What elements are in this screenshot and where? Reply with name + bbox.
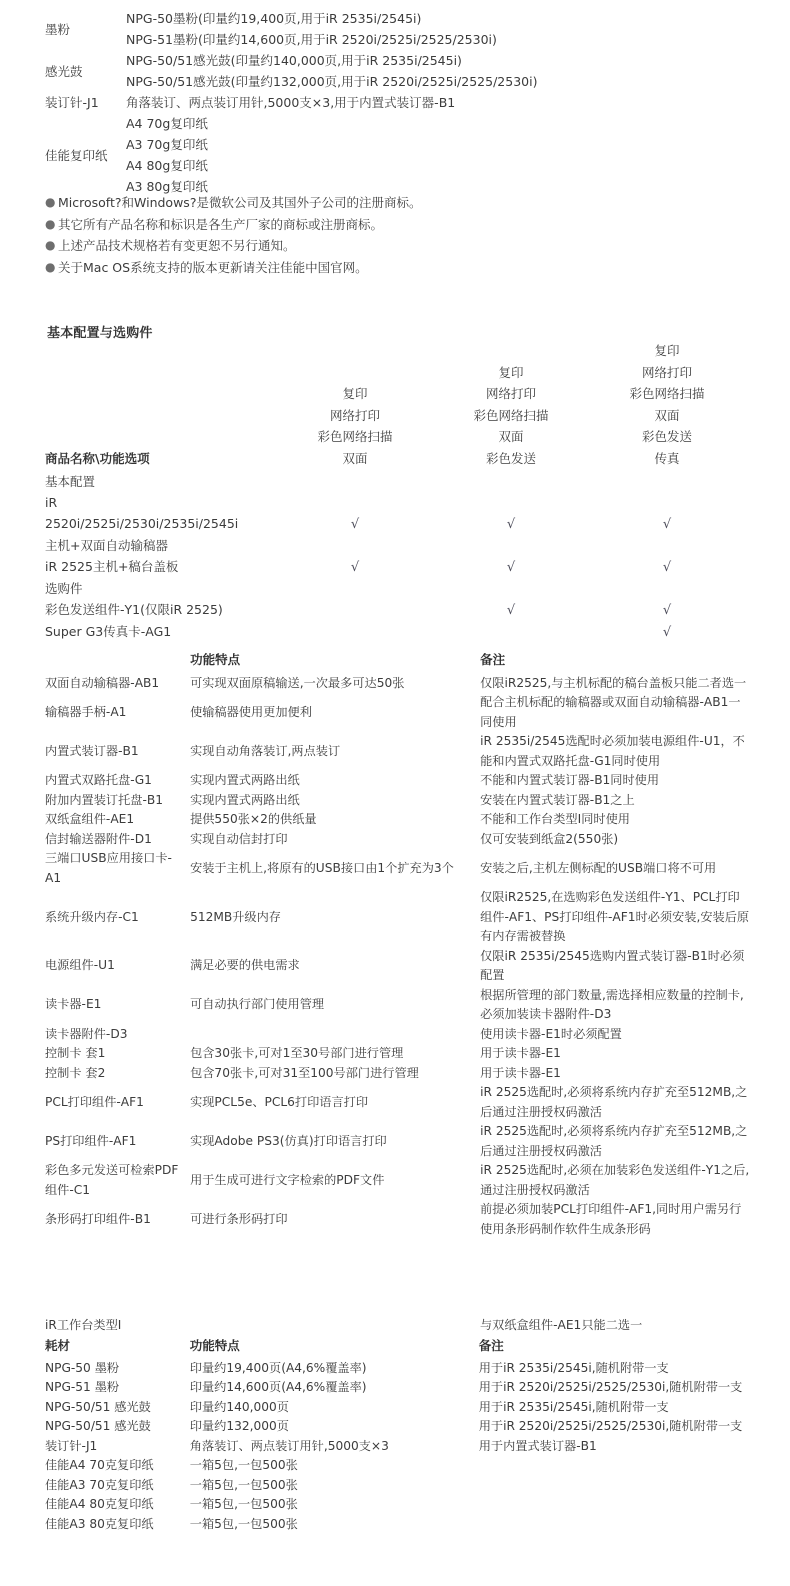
column-header-feature-set-3: [589, 340, 745, 471]
option-feature: 可进行条形码打印: [190, 1211, 288, 1226]
consumable-feature: 印量约14,600页(A4,6%覆盖率): [189, 1380, 367, 1394]
check-icon: √: [506, 517, 516, 532]
table-row: [45, 1025, 750, 1045]
table-row: [45, 134, 745, 155]
table-row: [45, 830, 750, 850]
table-row: [45, 155, 745, 176]
consumable-detail: NPG-51墨粉(印量约14,600页,用于iR 2520i/2525i/2525/2530i): [126, 32, 497, 47]
option-name: 读卡器-E1: [45, 997, 102, 1012]
configuration-matrix-table: [45, 340, 745, 643]
table-header-row: [45, 340, 745, 471]
table-row: [45, 1359, 750, 1379]
option-name: 彩色多元发送可检索PDF组件-C1: [45, 1163, 179, 1197]
column-header-feature: 功能特点: [190, 652, 241, 667]
table-group-row: [45, 471, 745, 492]
column-header-feature-set-2: [433, 340, 589, 471]
column-header-note: 备注: [480, 652, 506, 667]
table-row: [45, 1495, 750, 1515]
column-header-line: 网络打印: [485, 386, 536, 401]
table-row: [45, 1083, 750, 1122]
table-row: [45, 1378, 750, 1398]
page-title: 基本配置与选购件: [47, 326, 153, 341]
table-header-row: [45, 650, 750, 674]
table-row: [45, 50, 745, 71]
option-feature: 实现Adobe PS3(仿真)打印语言打印: [190, 1133, 387, 1148]
consumable-detail: NPG-50/51感光鼓(印量约140,000页,用于iR 2535i/2545i): [126, 53, 462, 68]
option-feature: 包含30张卡,可对1至30号部门进行管理: [190, 1046, 404, 1060]
bullet-icon: ●: [45, 216, 56, 231]
option-name: 电源组件-U1: [45, 958, 115, 973]
group-blank: [277, 471, 433, 492]
option-note: 使用读卡器-E1时必须配置: [480, 1026, 622, 1041]
checkmark-cell: [277, 513, 433, 535]
column-header-line: 彩色发送: [641, 429, 692, 444]
product-name-line: Super G3传真卡-AG1: [45, 624, 172, 639]
option-note: 不能和工作台类型I同时使用: [480, 812, 630, 826]
table-row: [45, 732, 750, 771]
consumable-feature: 印量约19,400页(A4,6%覆盖率): [189, 1360, 367, 1375]
consumable-note: 用于iR 2535i/2545i,随机附带一支: [478, 1399, 669, 1414]
table-row: [45, 29, 745, 50]
table-row: [45, 113, 745, 134]
option-note: iR 2535i/2545选配时必须加装电源组件-U1，不能和内置式双路托盘-G1同时使用: [480, 734, 745, 768]
consumable-name: NPG-50/51 感光鼓: [45, 1419, 151, 1433]
table-row: [45, 92, 745, 113]
consumable-name: NPG-51 墨粉: [45, 1380, 120, 1394]
table-row: [45, 1476, 750, 1496]
check-icon: √: [350, 560, 360, 575]
column-header-line: 复印: [342, 386, 368, 401]
footnote-text: Microsoft?和Windows?是微软公司及其国外子公司的注册商标。: [58, 195, 422, 210]
option-name: 附加内置装订托盘-B1: [45, 792, 164, 807]
column-header-line: 彩色网络扫描: [629, 386, 705, 401]
group-blank: [433, 471, 589, 492]
column-header-line: 彩色网络扫描: [473, 407, 549, 423]
group-title: 基本配置: [45, 474, 96, 489]
consumable-note: 用于iR 2535i/2545i,随机附带一支: [478, 1360, 669, 1375]
table-row: [45, 1064, 750, 1084]
column-header-line: 彩色网络扫描: [317, 429, 393, 444]
options-table: [45, 650, 750, 1239]
option-name: 信封输送器附件-D1: [45, 831, 152, 846]
option-note: iR 2525选配时,必须将系统内存扩充至512MB,之后通过注册授权码激活: [480, 1085, 748, 1119]
consumables-bottom-table: [45, 1336, 750, 1534]
option-feature: 使输稿器使用更加便利: [190, 704, 312, 719]
consumable-name: 佳能A3 80克复印纸: [45, 1516, 154, 1531]
consumable-category-label: 墨粉: [45, 21, 71, 37]
column-header-line: 网络打印: [641, 364, 692, 380]
footnote-item: [45, 257, 745, 279]
empty-cell: [277, 621, 433, 643]
column-header-note: 备注: [478, 1338, 504, 1353]
consumables-top-table: [45, 8, 745, 197]
table-row: [45, 599, 745, 621]
consumable-detail: NPG-50/51感光鼓(印量约132,000页,用于iR 2520i/2525i/2525/2530i): [126, 74, 538, 89]
option-note: iR 2525选配时,必须在加装彩色发送组件-Y1之后,通过注册授权码激活: [480, 1163, 750, 1197]
column-header-line: 双面: [654, 407, 680, 423]
consumable-name: 装订针-J1: [45, 1438, 98, 1453]
option-name: PCL打印组件-AF1: [45, 1094, 144, 1109]
consumable-detail: 角落装订、两点装订用针,5000支×3,用于内置式装订器-B1: [126, 95, 456, 110]
footnote-item: [45, 192, 745, 214]
consumable-detail: A3 70g复印纸: [126, 137, 208, 152]
column-header-line: 双面: [342, 450, 368, 466]
table-row: [45, 492, 745, 513]
table-row: [45, 1437, 750, 1457]
checkmark-cell: [433, 556, 589, 578]
footnote-text: 其它所有产品名称和标识是各生产厂家的商标或注册商标。: [58, 216, 384, 232]
table-row: [45, 888, 750, 947]
check-icon: √: [662, 560, 672, 575]
column-header-line: 复印: [498, 364, 524, 380]
option-name: 控制卡 套2: [45, 1065, 106, 1080]
option-name: 内置式双路托盘-G1: [45, 773, 152, 787]
consumable-note: 用于iR 2520i/2525i/2525/2530i,随机附带一支: [478, 1380, 743, 1394]
product-name-line: 彩色发送组件-Y1(仅限iR 2525): [45, 602, 223, 617]
check-icon: √: [506, 603, 516, 618]
table-row: [45, 791, 750, 811]
product-name-line: iR: [45, 495, 58, 510]
option-feature: 可实现双面原稿输送,一次最多可达50张: [190, 675, 405, 690]
option-note: 仅限iR2525,与主机标配的稿台盖板只能二者选一: [480, 675, 747, 690]
column-header-line: 彩色发送: [485, 450, 536, 466]
consumable-name: NPG-50/51 感光鼓: [45, 1399, 151, 1414]
consumable-note: [479, 1476, 750, 1496]
option-note: 配合主机标配的输稿器或双面自动输稿器-AB1一同使用: [480, 695, 741, 729]
configuration-matrix-head: [45, 340, 745, 471]
consumables-top-body: [45, 8, 745, 197]
table-row: [45, 1044, 750, 1064]
column-header-line: 网络打印: [329, 407, 380, 423]
option-note: 用于读卡器-E1: [480, 1065, 561, 1080]
table-row: [45, 8, 745, 29]
check-icon: √: [662, 517, 672, 532]
option-note: 仅限iR 2535i/2545选购内置式装订器-B1时必须配置: [480, 948, 745, 982]
option-feature: 实现内置式两路出纸: [190, 773, 300, 787]
option-name: 系统升级内存-C1: [45, 909, 139, 924]
consumable-feature: 一箱5包,一包500张: [189, 1477, 298, 1492]
product-name-line: iR 2525主机+稿台盖板: [45, 559, 179, 574]
column-header-feature: 功能特点: [189, 1338, 240, 1353]
check-icon: √: [350, 517, 360, 532]
option-name: 输稿器手柄-A1: [45, 704, 127, 719]
consumable-name: 佳能A4 80克复印纸: [45, 1497, 154, 1511]
empty-cell: [589, 535, 745, 556]
empty-cell: [433, 621, 589, 643]
option-feature: 可自动执行部门使用管理: [190, 997, 325, 1012]
table-row: [45, 1122, 750, 1161]
option-feature: 实现自动信封打印: [190, 831, 288, 846]
column-header-option: [45, 650, 190, 674]
table-row: [45, 810, 750, 830]
empty-cell: [277, 492, 433, 513]
checkmark-cell: [277, 556, 433, 578]
bullet-icon: ●: [45, 195, 56, 209]
checkmark-cell: [433, 513, 589, 535]
group-blank: [277, 578, 433, 599]
table-row: [45, 1398, 750, 1418]
table-row: [45, 1417, 750, 1437]
footnote-text: 上述产品技术规格若有变更恕不另行通知。: [58, 238, 296, 253]
consumable-name: 佳能A4 70克复印纸: [45, 1458, 154, 1472]
option-name: 三端口USB应用接口卡-A1: [45, 851, 172, 885]
consumable-feature: 一箱5包,一包500张: [189, 1516, 298, 1531]
option-note: 安装之后,主机左侧标配的USB端口将不可用: [480, 860, 717, 875]
table-row: [45, 849, 750, 888]
options-table-body: [45, 650, 750, 1239]
option-note: 根据所管理的部门数量,需选择相应数量的控制卡,必须加装读卡器附件-D3: [480, 987, 744, 1021]
bullet-icon: ●: [45, 238, 56, 252]
column-header-product: 商品名称\功能选项: [45, 451, 150, 466]
table-row: [45, 621, 745, 643]
consumable-feature: 一箱5包,一包500张: [189, 1458, 298, 1472]
group-blank: [589, 471, 745, 492]
table-group-row: [45, 578, 745, 599]
table-header-row: [45, 1336, 750, 1359]
consumable-note: 用于iR 2520i/2525i/2525/2530i,随机附带一支: [478, 1419, 743, 1433]
option-feature: 用于生成可进行文字检索的PDF文件: [190, 1172, 385, 1187]
footnote-text: 关于Mac OS系统支持的版本更新请关注佳能中国官网。: [58, 259, 368, 275]
footnote-item: [45, 235, 745, 257]
column-header-consumable: 耗材: [45, 1338, 71, 1353]
empty-cell: [277, 599, 433, 621]
checkmark-cell: [589, 556, 745, 578]
option-note: 安装在内置式装订器-B1之上: [480, 792, 635, 807]
empty-cell: [433, 535, 589, 556]
option-feature: 实现PCL5e、PCL6打印语言打印: [190, 1094, 369, 1109]
consumables-bottom-body: [45, 1336, 750, 1534]
product-name-line: 主机+双面自动输稿器: [45, 538, 168, 553]
table-row: [45, 693, 750, 732]
empty-cell: [433, 492, 589, 513]
bullet-icon: ●: [45, 259, 56, 274]
consumable-detail: A4 70g复印纸: [126, 116, 208, 131]
option-name: 双纸盒组件-AE1: [45, 812, 135, 826]
workstation-row-note: 与双纸盒组件-AE1只能二选一: [480, 1318, 643, 1332]
consumable-detail: NPG-50墨粉(印量约19,400页,用于iR 2535i/2545i): [126, 11, 422, 26]
option-note: 不能和内置式装订器-B1同时使用: [480, 773, 660, 787]
consumable-feature: 一箱5包,一包500张: [189, 1497, 298, 1511]
configuration-matrix-body: [45, 471, 745, 643]
checkmark-cell: [589, 513, 745, 535]
table-row: [45, 986, 750, 1025]
consumable-feature: 印量约140,000页: [189, 1399, 289, 1414]
consumable-name: 佳能A3 70克复印纸: [45, 1477, 154, 1492]
option-note: 用于读卡器-E1: [480, 1046, 561, 1060]
option-feature: 实现内置式两路出纸: [190, 792, 300, 807]
table-row: [45, 1515, 750, 1535]
table-row: [45, 1161, 750, 1200]
check-icon: √: [662, 603, 672, 618]
option-feature: [190, 1025, 480, 1045]
column-header-line: 复印: [654, 343, 680, 358]
footnote-item: [45, 214, 745, 236]
column-header-feature-set-1: [277, 340, 433, 471]
consumable-note: [479, 1515, 750, 1535]
column-header-line: 双面: [498, 429, 524, 444]
option-feature: 安装于主机上,将原有的USB接口由1个扩充为3个: [190, 860, 454, 875]
option-name: 条形码打印组件-B1: [45, 1211, 151, 1226]
consumable-detail: A4 80g复印纸: [126, 158, 208, 173]
option-feature: 512MB升级内存: [190, 909, 281, 924]
consumable-note: [479, 1456, 750, 1476]
consumable-category-label: 感光鼓: [45, 63, 83, 79]
group-title: 选购件: [45, 581, 83, 596]
check-icon: √: [662, 625, 672, 640]
option-name: 双面自动输稿器-AB1: [45, 675, 160, 690]
option-feature: 实现自动角落装订,两点装订: [190, 743, 341, 758]
group-blank: [433, 578, 589, 599]
option-feature: 满足必要的供电需求: [190, 958, 300, 973]
table-row: [45, 947, 750, 986]
consumable-feature: 角落装订、两点装订用针,5000支×3: [189, 1438, 389, 1453]
table-row: [45, 535, 745, 556]
workstation-row-name: iR工作台类型I: [45, 1318, 122, 1332]
option-note: iR 2525选配时,必须将系统内存扩充至512MB,之后通过注册授权码激活: [480, 1124, 748, 1158]
check-icon: √: [506, 560, 516, 575]
table-row: [45, 674, 750, 694]
option-feature: 提供550张×2的供纸量: [190, 812, 317, 826]
checkmark-cell: [589, 599, 745, 621]
option-name: 内置式装订器-B1: [45, 743, 139, 758]
table-row: [45, 1456, 750, 1476]
option-note: 前提必须加装PCL打印组件-AF1,同时用户需另行使用条形码制作软件生成条形码: [480, 1202, 742, 1236]
table-row: [45, 1200, 750, 1239]
option-name: 读卡器附件-D3: [45, 1026, 128, 1041]
option-name: PS打印组件-AF1: [45, 1133, 137, 1148]
table-row: [45, 771, 750, 791]
checkmark-cell: [433, 599, 589, 621]
column-header-line: 传真: [654, 450, 680, 466]
consumable-note: 用于内置式装订器-B1: [478, 1438, 597, 1453]
option-feature: 包含70张卡,可对31至100号部门进行管理: [190, 1065, 419, 1080]
footnotes-list: [45, 192, 745, 278]
consumable-detail: A3 80g复印纸: [126, 179, 208, 194]
consumable-feature: 印量约132,000页: [189, 1419, 289, 1433]
consumable-name: NPG-50 墨粉: [45, 1360, 120, 1375]
product-name-line: 2520i/2525i/2530i/2535i/2545i: [45, 516, 239, 531]
checkmark-cell: [589, 621, 745, 643]
table-row: [45, 556, 745, 578]
empty-cell: [277, 535, 433, 556]
consumable-note: [479, 1495, 750, 1515]
option-name: 控制卡 套1: [45, 1046, 106, 1060]
option-note: 仅可安装到纸盒2(550张): [480, 831, 619, 846]
table-row: [45, 513, 745, 535]
consumable-category-label: 装订针-J1: [45, 95, 99, 110]
table-row: [45, 71, 745, 92]
group-blank: [589, 578, 745, 599]
empty-cell: [589, 492, 745, 513]
option-note: 仅限iR2525,在选购彩色发送组件-Y1、PCL打印组件-AF1、PS打印组件-AF1时必须安装,安装后原有内存需被替换: [480, 890, 750, 943]
consumable-category-label: 佳能复印纸: [45, 147, 108, 163]
